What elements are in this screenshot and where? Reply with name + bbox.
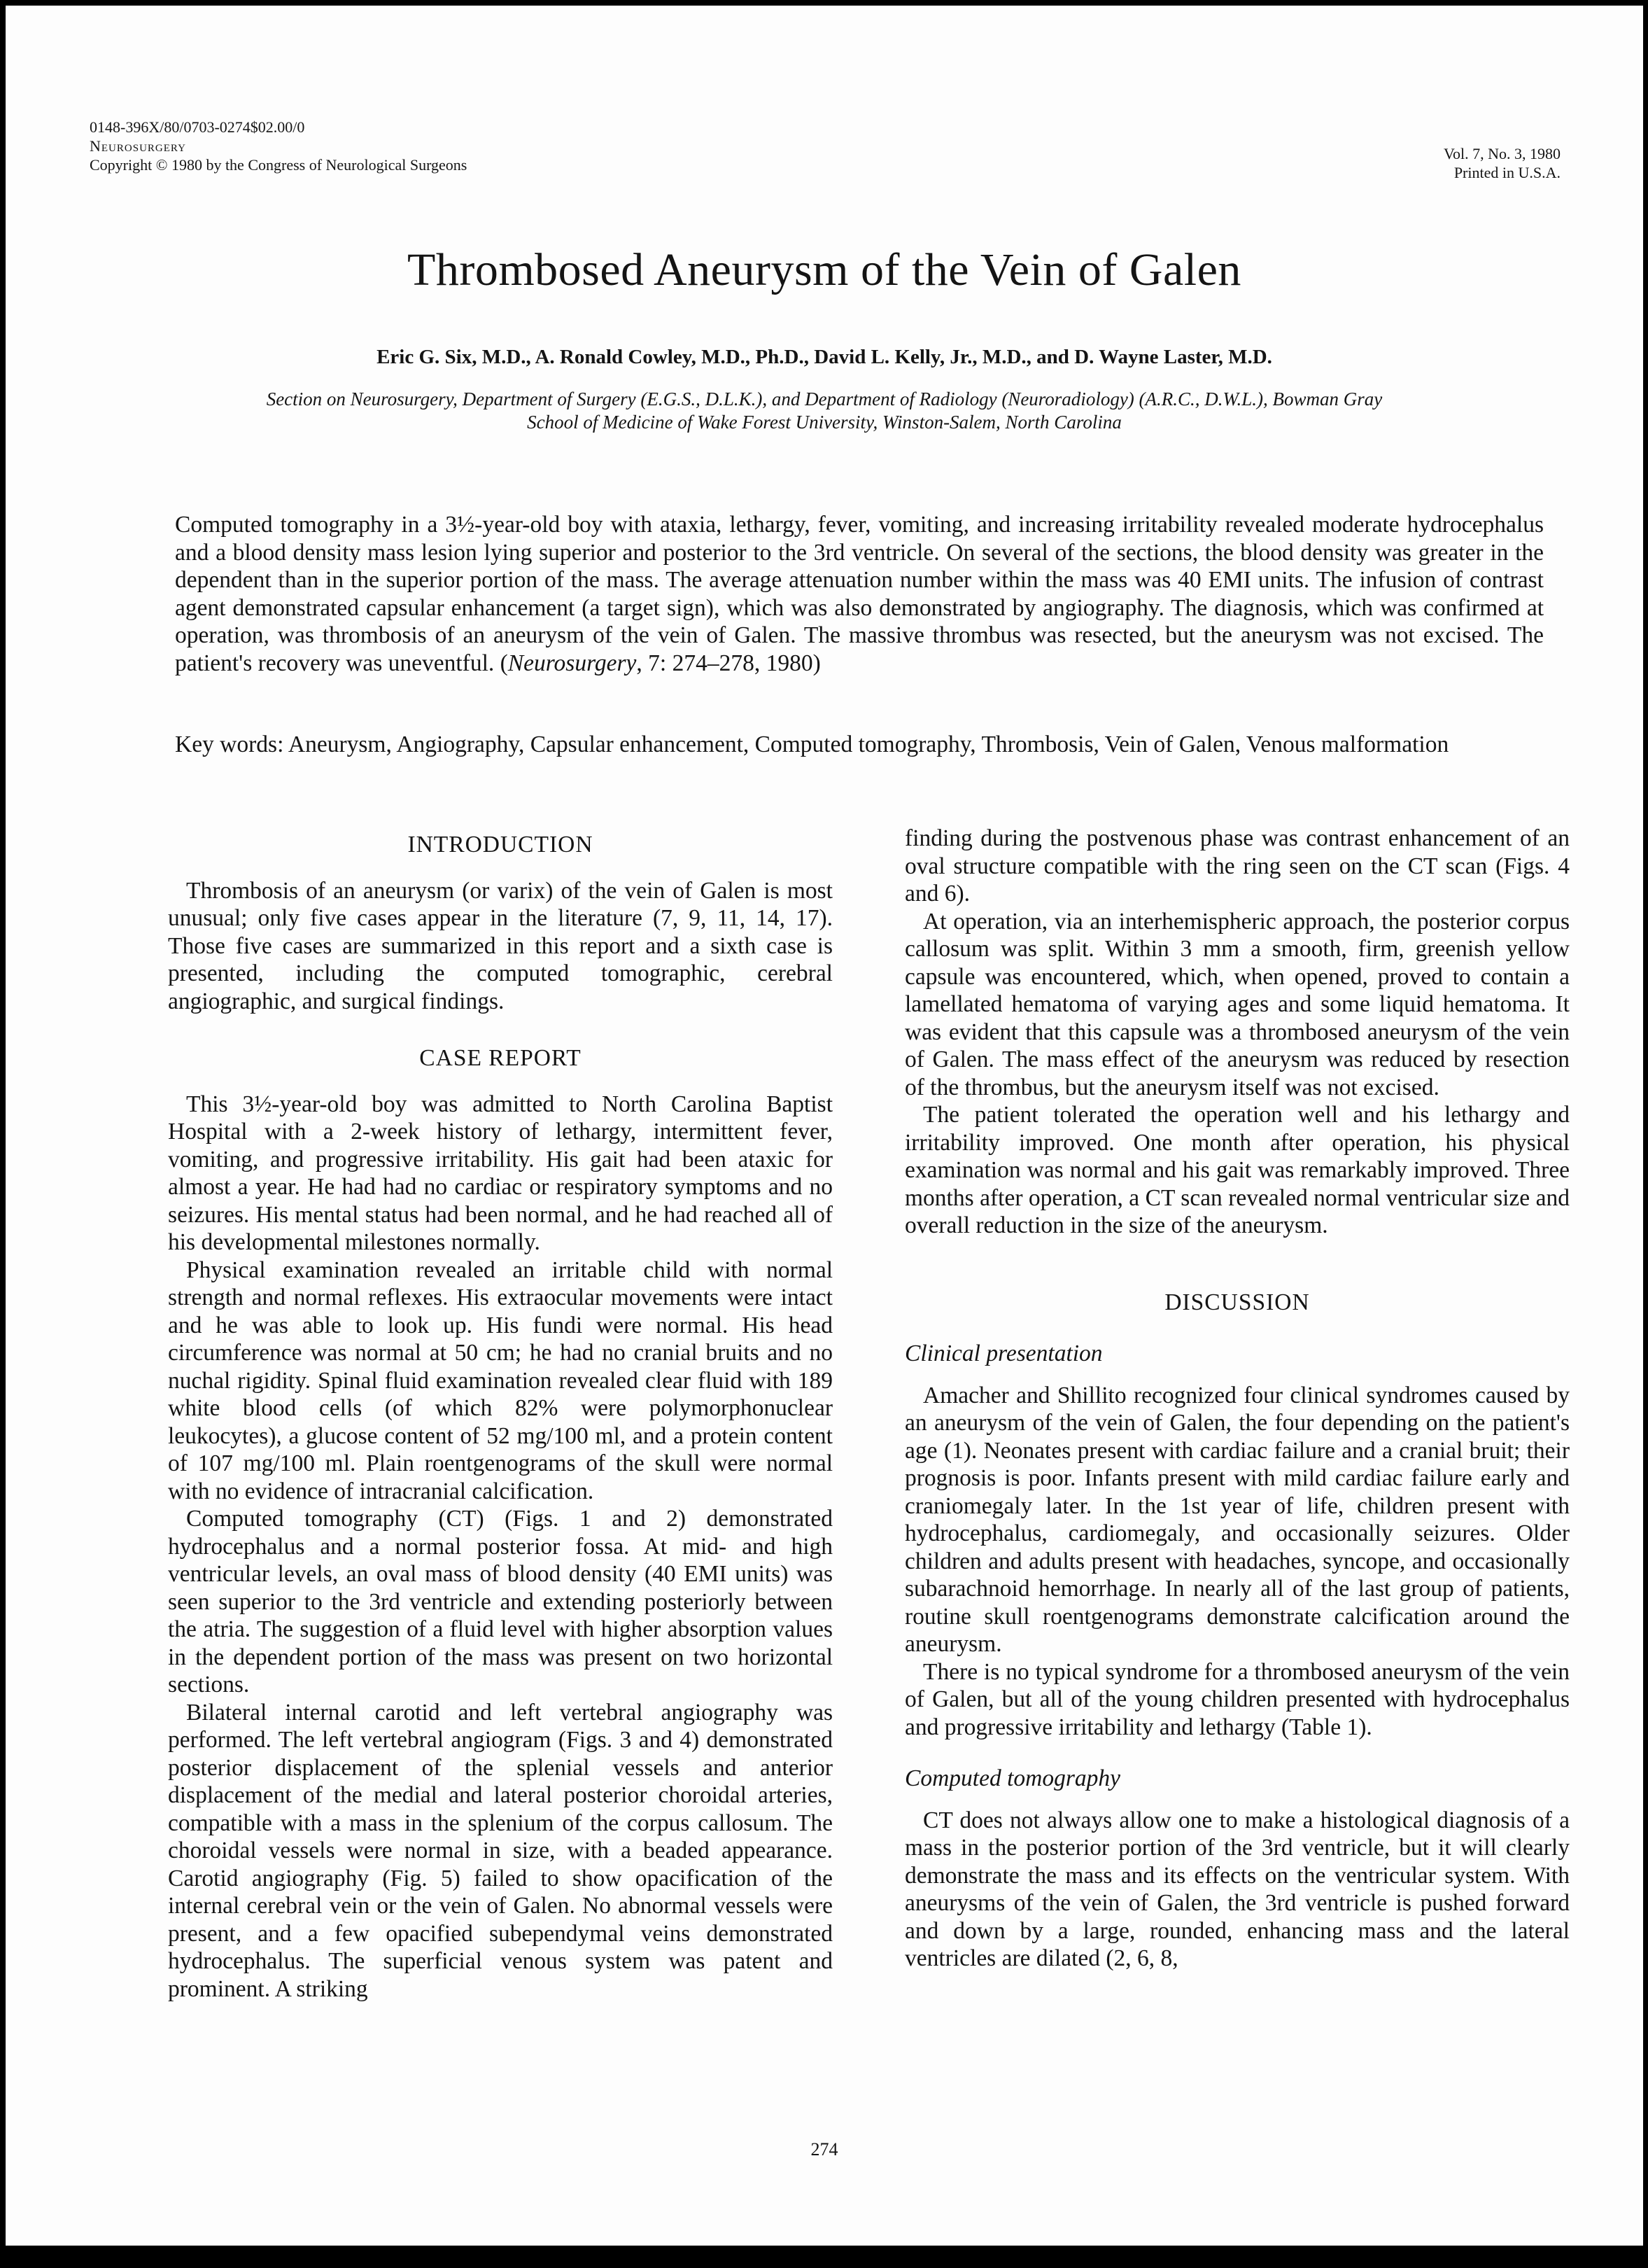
abstract [175,511,1544,677]
section-heading-discussion: DISCUSSION [1164,1289,1310,1315]
journal-page [6,6,1643,2246]
discussion-paragraph: There is no typical syndrome for a thrombosed aneurysm of the vein of Galen, but all of the young children presented with hydrocephalus and progressive irritability and lethargy (Table 1). [905,1658,1570,1740]
journal-header-right [1444,144,1561,182]
journal-name: Neurosurgery [90,137,186,155]
keywords: Key words: Aneurysm, Angiography, Capsular enhancement, Computed tomography, Thrombosis, Vein of Galen, Venous malformation [175,732,1449,757]
article-code: 0148-396X/80/0703-0274$02.00/0 [90,118,305,136]
left-column [168,821,833,2003]
citation-details: , 7: 274–278, 1980) [636,650,821,676]
discussion-paragraph: CT does not always allow one to make a histological diagnosis of a mass in the posterior portion of the 3rd ventricle, but it will clearly demonstrate the mass and its effects on the ventricular system. With aneurysms of the vein of Galen, the 3rd ventricle is pushed forward and down by a large, rounded, enhancing mass and the lateral ventricles are dilated (2, 6, 8, [905,1807,1570,1971]
article-title: Thrombosed Aneurysm of the Vein of Galen [407,244,1241,295]
case-paragraph: Computed tomography (CT) (Figs. 1 and 2) demonstrated hydrocephalus and a normal posterior fossa. At mid- and high ventricular levels, an oval mass of blood density (40 EMI units) was seen superior to the 3rd ventricle and extending posteriorly between the atria. The suggestion of a fluid level with higher absorption values in the dependent portion of the mass was present on two horizontal sections. [168,1506,833,1698]
abstract-paragraph [175,511,1544,677]
printed-info: Printed in U.S.A. [1453,164,1561,181]
case-paragraph: Bilateral internal carotid and left vertebral angiography was performed. The left vertebral angiogram (Figs. 3 and 4) demonstrated posterior displacement of the splenial vessels and anterior displacement of the medial and lateral posterior choroidal arteries, compatible with a mass in the splenium of the corpus callosum. The choroidal vessels were normal in size, with a beaded appearance. Carotid angiography (Fig. 5) failed to show opacification of the internal cerebral vein or the vein of Galen. No abnormal vessels were present, and a few opacified subependymal veins demonstrated hydrocephalus. The superficial venous system was patent and prominent. A striking [168,1699,833,2002]
subsection-heading-clinical: Clinical presentation [905,1340,1103,1366]
author-list: Eric G. Six, M.D., A. Ronald Cowley, M.D., Ph.D., David L. Kelly, Jr., M.D., and D. Wayne Laster, M.D. [376,346,1272,368]
affiliation [83,388,1566,434]
abstract-text: Computed tomography in a 3½-year-old boy with ataxia, lethargy, fever, vomiting, and increasing irritability revealed moderate hydrocephalus and a blood density mass lesion lying superior and posterior to the 3rd ventricle. On several of the sections, the blood density was greater in the dependent than in the superior portion of the mass. The average attenuation number within the mass was 40 EMI units. The infusion of contrast agent demonstrated capsular enhancement (a target sign), which was also demonstrated by angiography. The diagnosis, which was confirmed at operation, was thrombosis of an aneurysm of the vein of Galen. The massive thrombus was resected, but the aneurysm was not excised. The patient's recovery was uneventful. [175,512,1544,676]
case-paragraph: The patient tolerated the operation well and his lethargy and irritability improved. One month after operation, his physical examination was normal and his gait was remarkably improved. Three months after operation, a CT scan revealed normal ventricular size and overall reduction in the size of the aneurysm. [905,1102,1570,1238]
volume-info: Vol. 7, No. 3, 1980 [1443,145,1561,162]
citation-journal: Neurosurgery [507,650,637,676]
section-heading-case-report: CASE REPORT [419,1045,582,1071]
case-paragraph: At operation, via an interhemispheric approach, the posterior corpus callosum was split. Within 3 mm a smooth, firm, greenish yellow capsule was encountered, which, when opened, proved to contain a lamellated hematoma of varying ages and some liquid hematoma. It was evident that this capsule was a thrombosed aneurysm of the vein of Galen. The mass effect of the aneurysm was reduced by resection of the thrombus, but the aneurysm itself was not excised. [905,908,1570,1100]
case-paragraph-continued: finding during the postvenous phase was contrast enhancement of an oval structure compatible with the ring seen on the CT scan (Figs. 4 and 6). [905,825,1570,906]
discussion-paragraph: Amacher and Shillito recognized four clinical syndromes caused by an aneurysm of the vein of Galen, the four depending on the patient's age (1). Neonates present with cardiac failure and a cranial bruit; their prognosis is poor. Infants present with mild cardiac failure early and craniomegaly later. In the 1st year of life, children present with hydrocephalus, cardiomegaly, and occasionally seizures. Older children and adults present with headaches, syncope, and occasionally subarachnoid hemorrhage. In nearly all of the last group of patients, routine skull roentgenograms demonstrate calcification around the aneurysm. [905,1382,1570,1657]
page-number: 274 [810,2139,838,2160]
copyright-line: Copyright © 1980 by the Congress of Neurological Surgeons [90,156,467,174]
citation-open: ( [500,650,508,676]
case-paragraph: This 3½-year-old boy was admitted to North Carolina Baptist Hospital with a 2-week history of lethargy, intermittent fever, vomiting, and progressive irritability. His gait had been ataxic for almost a year. He had had no cardiac or respiratory symptoms and no seizures. His mental status had been normal, and he had reached all of his developmental milestones normally. [168,1091,833,1255]
affiliation-line-2: School of Medicine of Wake Forest University, Winston-Salem, North Carolina [527,412,1122,433]
right-column [905,825,1570,1973]
case-paragraph: Physical examination revealed an irritable child with normal strength and normal reflexes. His extraocular movements were intact and he was able to look up. His fundi were normal. His head circumference was normal at 50 cm; he had no cranial bruits and no nuchal rigidity. Spinal fluid examination revealed clear fluid with 189 white blood cells (of which 82% were polymorphonuclear leukocytes), a glucose content of 52 mg/100 ml, and a protein content of 107 mg/100 ml. Plain roentgenograms of the skull were normal with no evidence of intracranial calcification. [168,1256,833,1504]
intro-paragraph: Thrombosis of an aneurysm (or varix) of the vein of Galen is most unusual; only five cases appear in the literature (7, 9, 11, 14, 17). Those five cases are summarized in this report and a sixth case is presented, including the computed tomographic, cerebral angiographic, and surgical findings. [168,877,833,1014]
subsection-heading-ct: Computed tomography [905,1765,1120,1791]
affiliation-line-1: Section on Neurosurgery, Department of Surgery (E.G.S., D.L.K.), and Department of Radiology (Neuroradiology) (A.R.C., D.W.L.), Bowman Gray [266,388,1383,410]
journal-header-left [90,118,467,174]
section-heading-introduction: INTRODUCTION [407,832,593,858]
